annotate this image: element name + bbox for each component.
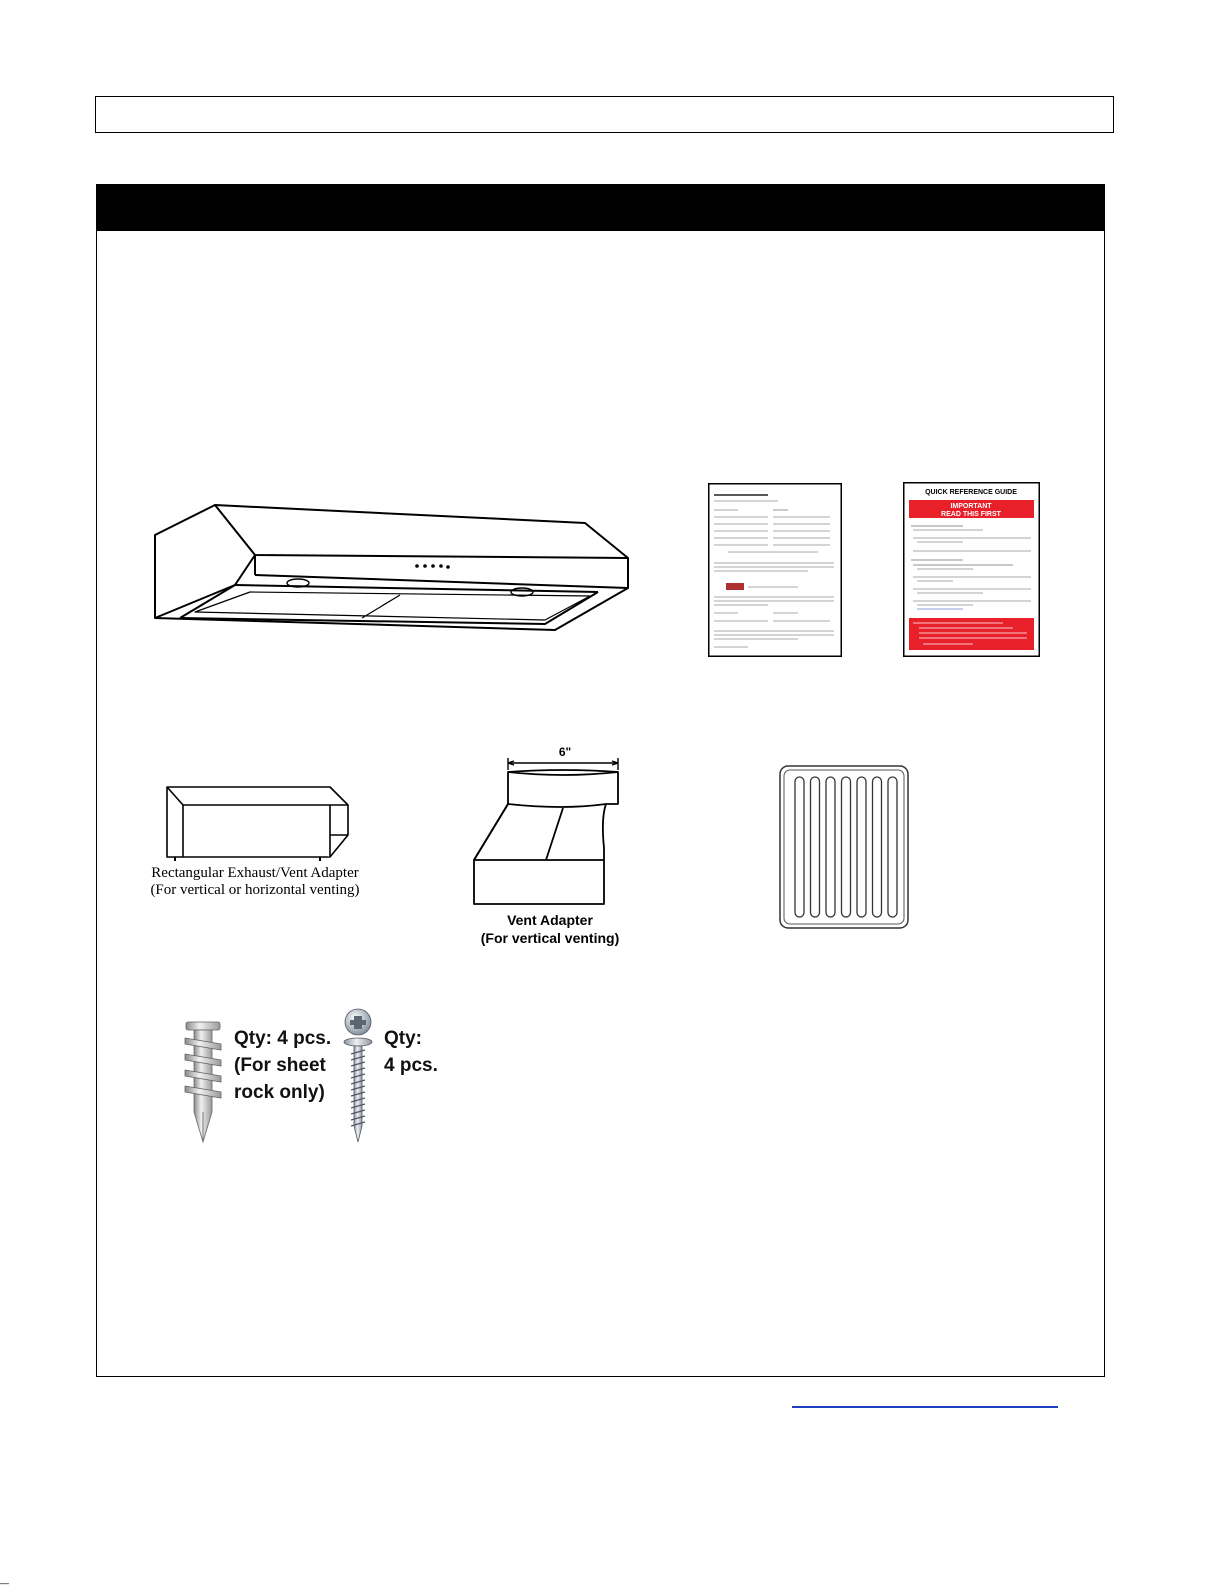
vent-adapter-caption-line2: (For vertical venting)	[480, 930, 620, 946]
rect-adapter-caption-line1: Rectangular Exhaust/Vent Adapter	[151, 865, 359, 881]
wood-screw-illustration	[340, 1008, 376, 1144]
vent-adapter-illustration	[466, 758, 626, 910]
qrg-banner-line1: IMPORTANT	[950, 503, 992, 510]
vent-adapter-caption	[465, 911, 635, 947]
qrg-banner-line2: READ THIS FIRST	[941, 511, 1001, 518]
screw-qty-line1: Qty:	[384, 1028, 422, 1049]
screw-qty-label	[384, 1025, 464, 1079]
baffle-filter-illustration	[779, 765, 909, 929]
rectangular-adapter-illustration	[165, 783, 350, 863]
screw-qty-line2: 4 pcs.	[384, 1055, 438, 1076]
warranty-card-illustration	[708, 483, 842, 657]
page-edge-mark: —	[0, 1578, 9, 1588]
qrg-heading: QUICK REFERENCE GUIDE	[925, 489, 1017, 496]
parts-banner	[97, 185, 1104, 231]
vent-adapter-caption-line1: Vent Adapter	[507, 912, 593, 928]
header-box	[95, 96, 1114, 133]
quick-reference-guide-illustration	[903, 482, 1040, 657]
range-hood-illustration	[150, 500, 630, 635]
anchor-qty-line1: Qty: 4 pcs.	[234, 1028, 332, 1049]
rect-adapter-caption	[135, 865, 375, 899]
rect-adapter-caption-line2: (For vertical or horizontal venting)	[150, 882, 360, 898]
drywall-anchor-illustration	[182, 1020, 224, 1145]
vent-adapter-dimension: 6"	[558, 745, 572, 759]
anchor-qty-line2: (For sheet	[234, 1055, 326, 1076]
anchor-qty-line3: rock only)	[234, 1082, 325, 1103]
footer-link-underline[interactable]	[792, 1406, 1058, 1408]
